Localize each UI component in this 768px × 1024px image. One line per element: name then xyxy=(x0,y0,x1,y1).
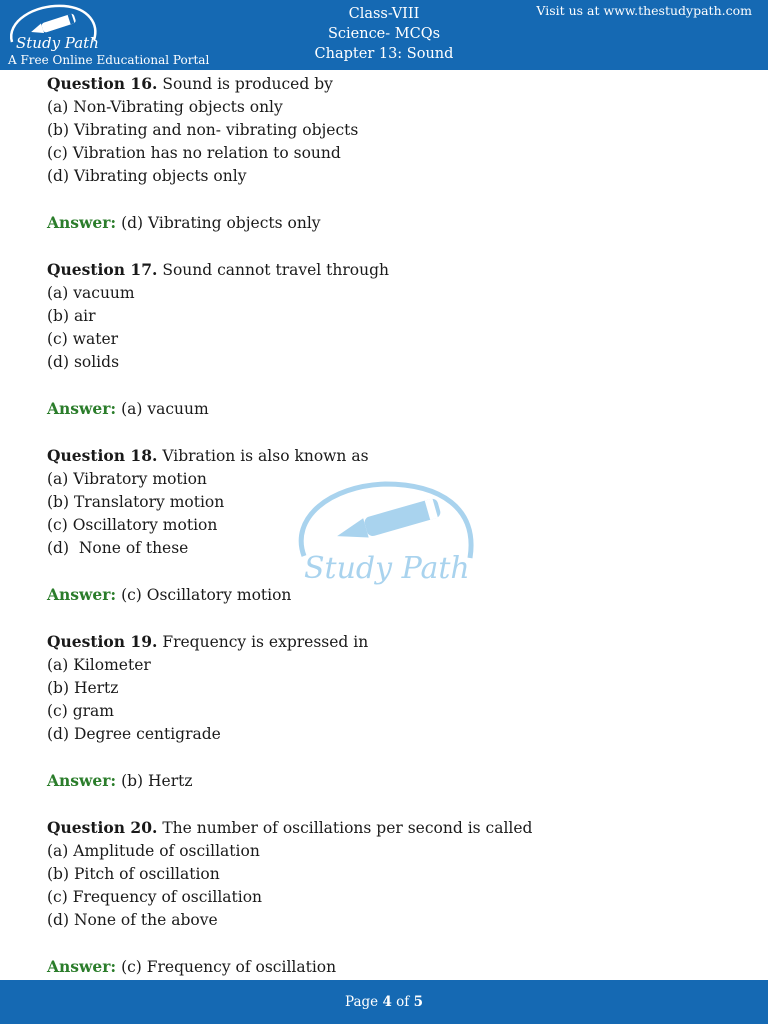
question-line xyxy=(47,72,727,96)
class-title: Class-VIII xyxy=(348,6,420,22)
question-line xyxy=(47,630,727,654)
of-word: of xyxy=(396,994,410,1010)
question-block xyxy=(47,72,727,188)
question-label: Question 20. xyxy=(47,818,158,837)
option: (c) gram xyxy=(47,702,114,720)
header-titles xyxy=(284,4,484,64)
question-label: Question 18. xyxy=(47,446,158,465)
page-header xyxy=(0,0,768,70)
page-total: 5 xyxy=(413,994,423,1010)
option: (b) Vibrating and non- vibrating objects xyxy=(47,121,359,139)
option: (c) Vibration has no relation to sound xyxy=(47,144,341,162)
question-line xyxy=(47,258,727,282)
option: (b) Translatory motion xyxy=(47,493,225,511)
option: (b) Hertz xyxy=(47,679,119,697)
portal-tagline: A Free Online Educational Portal xyxy=(8,53,210,67)
question-block xyxy=(47,444,727,560)
answer-label: Answer: xyxy=(47,213,117,232)
question-text: Frequency is expressed in xyxy=(162,633,369,651)
question-label: Question 16. xyxy=(47,74,158,93)
answer-label: Answer: xyxy=(47,771,117,790)
option: (c) Oscillatory motion xyxy=(47,516,218,534)
answer-text: (d) Vibrating objects only xyxy=(121,214,321,232)
option: (d) None of these xyxy=(47,539,189,557)
logo-text: Study Path xyxy=(16,34,99,52)
question-block xyxy=(47,258,727,374)
page-footer xyxy=(0,980,768,1024)
question-line xyxy=(47,816,727,840)
question-text: Sound cannot travel through xyxy=(162,261,390,279)
option: (d) Degree centigrade xyxy=(47,725,221,743)
chapter-title: Chapter 13: Sound xyxy=(314,46,454,62)
question-label: Question 19. xyxy=(47,632,158,651)
answer-label: Answer: xyxy=(47,399,117,418)
answer-text: (c) Oscillatory motion xyxy=(121,586,292,604)
answer-line xyxy=(47,955,727,979)
option: (d) Vibrating objects only xyxy=(47,167,247,185)
option: (d) solids xyxy=(47,353,120,371)
option: (a) Kilometer xyxy=(47,656,151,674)
answer-text: (b) Hertz xyxy=(121,772,193,790)
option: (b) Pitch of oscillation xyxy=(47,865,220,883)
option: (a) Non-Vibrating objects only xyxy=(47,98,283,116)
option: (b) air xyxy=(47,307,96,325)
question-block xyxy=(47,630,727,746)
watermark-text: Study Path xyxy=(304,551,470,586)
question-text: Vibration is also known as xyxy=(162,447,369,465)
answer-line xyxy=(47,211,727,235)
subject-title: Science- MCQs xyxy=(327,26,441,42)
question-text: Sound is produced by xyxy=(162,75,333,93)
answer-line xyxy=(47,397,727,421)
page-number: 4 xyxy=(382,994,392,1010)
question-label: Question 17. xyxy=(47,260,158,279)
question-text: The number of oscillations per second is called xyxy=(162,819,533,837)
website-link[interactable]: Visit us at www.thestudypath.com xyxy=(536,3,752,18)
page-word: Page xyxy=(345,994,379,1010)
answer-text: (a) vacuum xyxy=(121,400,209,418)
question-list xyxy=(47,72,727,1002)
answer-label: Answer: xyxy=(47,585,117,604)
question-block xyxy=(47,816,727,932)
option: (a) Amplitude of oscillation xyxy=(47,842,260,860)
answer-label: Answer: xyxy=(47,957,117,976)
option: (a) Vibratory motion xyxy=(47,470,207,488)
question-line xyxy=(47,444,727,468)
answer-line xyxy=(47,769,727,793)
option: (d) None of the above xyxy=(47,911,218,929)
option: (a) vacuum xyxy=(47,284,135,302)
answer-text: (c) Frequency of oscillation xyxy=(121,958,337,976)
answer-line xyxy=(47,583,727,607)
option: (c) Frequency of oscillation xyxy=(47,888,263,906)
option: (c) water xyxy=(47,330,119,348)
